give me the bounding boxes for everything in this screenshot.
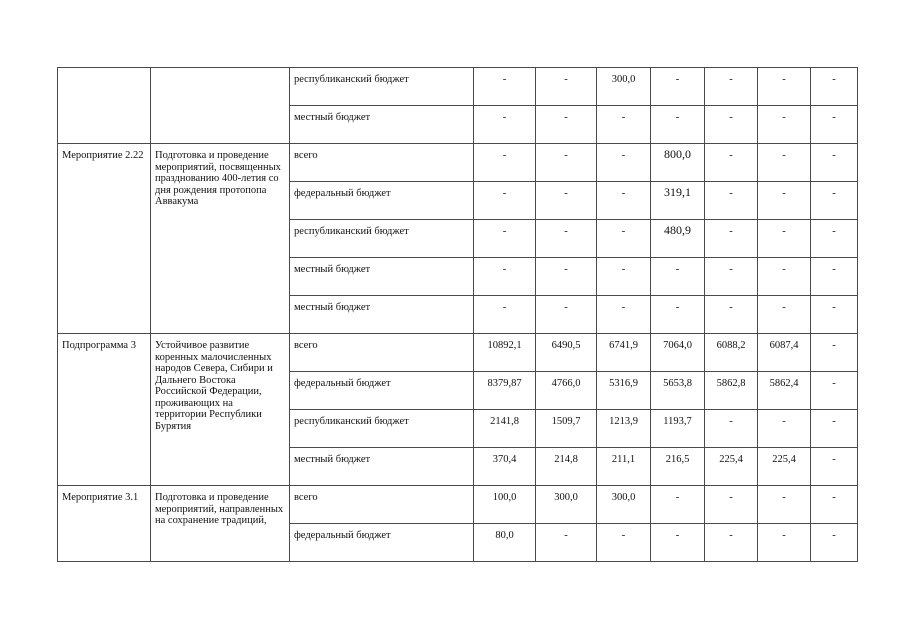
value-cell: 5862,8 [705, 372, 758, 410]
value-cell: - [811, 296, 858, 334]
value-cell: - [811, 334, 858, 372]
value-cell: 225,4 [705, 448, 758, 486]
value-cell: 5653,8 [651, 372, 705, 410]
value-cell: - [474, 258, 536, 296]
funding-source-cell: республиканский бюджет [290, 220, 474, 258]
value-cell: - [705, 106, 758, 144]
funding-source-cell: местный бюджет [290, 258, 474, 296]
table-row [58, 144, 858, 182]
table-row [58, 486, 858, 524]
value-cell: - [536, 524, 597, 562]
value-cell: - [758, 524, 811, 562]
value-cell: - [811, 220, 858, 258]
table-body [58, 68, 858, 562]
funding-source-cell: местный бюджет [290, 448, 474, 486]
value-cell: - [536, 258, 597, 296]
value-cell: - [705, 296, 758, 334]
value-cell: 214,8 [536, 448, 597, 486]
value-cell: - [758, 296, 811, 334]
value-cell: 7064,0 [651, 334, 705, 372]
table-row [58, 68, 858, 106]
value-cell: 10892,1 [474, 334, 536, 372]
value-cell: - [474, 68, 536, 106]
value-cell: 1193,7 [651, 410, 705, 448]
funding-source-cell: местный бюджет [290, 296, 474, 334]
value-cell: - [758, 486, 811, 524]
value-cell: - [758, 410, 811, 448]
program-code-cell: Мероприятие 3.1 [58, 486, 151, 562]
value-cell: - [536, 106, 597, 144]
value-cell: 100,0 [474, 486, 536, 524]
value-cell: - [705, 68, 758, 106]
value-cell: - [811, 448, 858, 486]
value-cell: - [651, 258, 705, 296]
value-cell: - [811, 486, 858, 524]
value-cell: - [536, 296, 597, 334]
value-cell: - [758, 144, 811, 182]
value-cell: - [597, 524, 651, 562]
program-title-cell [151, 68, 290, 144]
value-cell: 300,0 [536, 486, 597, 524]
value-cell: 6741,9 [597, 334, 651, 372]
value-cell: - [758, 258, 811, 296]
value-cell: - [811, 410, 858, 448]
value-cell: - [651, 296, 705, 334]
funding-source-cell: федеральный бюджет [290, 182, 474, 220]
value-cell: 300,0 [597, 486, 651, 524]
value-cell: - [705, 410, 758, 448]
value-cell: - [651, 486, 705, 524]
value-cell: 225,4 [758, 448, 811, 486]
value-cell: - [811, 68, 858, 106]
value-cell: 8379,87 [474, 372, 536, 410]
value-cell: 216,5 [651, 448, 705, 486]
value-cell: - [758, 182, 811, 220]
table-row [58, 334, 858, 372]
value-cell: 211,1 [597, 448, 651, 486]
value-cell: 319,1 [651, 182, 705, 220]
value-cell: - [705, 258, 758, 296]
value-cell: - [597, 144, 651, 182]
value-cell: 370,4 [474, 448, 536, 486]
funding-source-cell: федеральный бюджет [290, 524, 474, 562]
value-cell: - [811, 106, 858, 144]
value-cell: - [651, 524, 705, 562]
value-cell: - [474, 182, 536, 220]
value-cell: 80,0 [474, 524, 536, 562]
value-cell: 6087,4 [758, 334, 811, 372]
value-cell: - [811, 258, 858, 296]
value-cell: 800,0 [651, 144, 705, 182]
value-cell: - [811, 144, 858, 182]
value-cell: - [651, 106, 705, 144]
budget-table [57, 67, 858, 562]
value-cell: - [758, 220, 811, 258]
value-cell: - [705, 524, 758, 562]
funding-source-cell: местный бюджет [290, 106, 474, 144]
value-cell: - [651, 68, 705, 106]
value-cell: - [758, 68, 811, 106]
value-cell: - [705, 144, 758, 182]
value-cell: 4766,0 [536, 372, 597, 410]
value-cell: - [597, 296, 651, 334]
value-cell: - [536, 182, 597, 220]
value-cell: 480,9 [651, 220, 705, 258]
value-cell: - [597, 182, 651, 220]
value-cell: 300,0 [597, 68, 651, 106]
value-cell: - [536, 144, 597, 182]
value-cell: - [705, 486, 758, 524]
value-cell: - [597, 220, 651, 258]
value-cell: 5862,4 [758, 372, 811, 410]
program-title-cell: Устойчивое развитие коренных малочисленных народов Севера, Сибири и Дальнего Востока Российской Федерации, проживающих на территории Республики Бурятия [151, 334, 290, 486]
value-cell: - [474, 220, 536, 258]
value-cell: 1213,9 [597, 410, 651, 448]
value-cell: - [758, 106, 811, 144]
value-cell: 6490,5 [536, 334, 597, 372]
funding-source-cell: республиканский бюджет [290, 68, 474, 106]
funding-source-cell: республиканский бюджет [290, 410, 474, 448]
program-title-cell: Подготовка и проведение мероприятий, направленных на сохранение традиций, [151, 486, 290, 562]
program-title-cell: Подготовка и проведение мероприятий, посвященных празднованию 400-летия со дня рождения протопопа Аввакума [151, 144, 290, 334]
document-page [57, 67, 858, 562]
value-cell: - [705, 182, 758, 220]
funding-source-cell: всего [290, 334, 474, 372]
value-cell: 2141,8 [474, 410, 536, 448]
funding-source-cell: всего [290, 144, 474, 182]
value-cell: - [811, 182, 858, 220]
value-cell: - [811, 372, 858, 410]
funding-source-cell: всего [290, 486, 474, 524]
value-cell: 6088,2 [705, 334, 758, 372]
value-cell: - [536, 68, 597, 106]
value-cell: - [811, 524, 858, 562]
value-cell: - [474, 296, 536, 334]
value-cell: - [597, 106, 651, 144]
program-code-cell: Подпрограмма 3 [58, 334, 151, 486]
funding-source-cell: федеральный бюджет [290, 372, 474, 410]
value-cell: - [597, 258, 651, 296]
value-cell: - [474, 144, 536, 182]
program-code-cell [58, 68, 151, 144]
value-cell: - [536, 220, 597, 258]
program-code-cell: Мероприятие 2.22 [58, 144, 151, 334]
value-cell: - [705, 220, 758, 258]
value-cell: 5316,9 [597, 372, 651, 410]
value-cell: - [474, 106, 536, 144]
value-cell: 1509,7 [536, 410, 597, 448]
